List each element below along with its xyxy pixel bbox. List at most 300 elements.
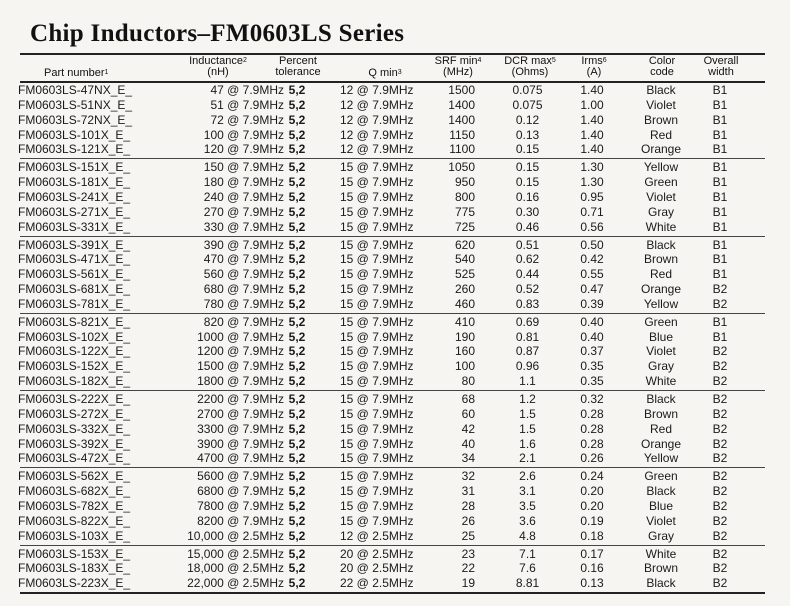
q-min-cell: 12 @ 7.9MHz bbox=[340, 97, 414, 112]
q-min-cell: 12 @ 7.9MHz bbox=[340, 112, 414, 127]
tolerance-cell: 5,2 bbox=[288, 451, 306, 466]
overall-width-cell: B2 bbox=[712, 344, 728, 359]
color-code-cell: Red bbox=[649, 267, 672, 282]
inductance-cell: 820 @ 7.9MHz bbox=[203, 314, 284, 329]
dcr-cell: 7.1 bbox=[519, 546, 536, 561]
group-divider bbox=[20, 545, 765, 546]
inductance-cell: 560 @ 7.9MHz bbox=[203, 267, 284, 282]
header-overall-width bbox=[695, 56, 747, 78]
table-row bbox=[0, 576, 790, 591]
q-min-cell: 15 @ 7.9MHz bbox=[340, 329, 414, 344]
irms-cell: 0.28 bbox=[580, 436, 604, 451]
part-number-cell: FM0603LS-102X_E_ bbox=[18, 329, 131, 344]
srf-cell: 540 bbox=[454, 252, 475, 267]
srf-cell: 800 bbox=[454, 189, 475, 204]
irms-cell: 1.00 bbox=[580, 97, 604, 112]
srf-cell: 31 bbox=[461, 484, 475, 499]
part-number-cell: FM0603LS-391X_E_ bbox=[18, 237, 131, 252]
dcr-cell: 7.6 bbox=[519, 561, 536, 576]
part-number-cell: FM0603LS-562X_E_ bbox=[18, 469, 131, 484]
part-number-cell: FM0603LS-181X_E_ bbox=[18, 175, 131, 190]
tolerance-cell: 5,2 bbox=[288, 436, 306, 451]
inductance-cell: 10,000 @ 2.5MHz bbox=[187, 528, 284, 543]
dcr-cell: 0.69 bbox=[515, 314, 540, 329]
overall-width-cell: B1 bbox=[712, 252, 728, 267]
color-code-cell: Brown bbox=[643, 112, 678, 127]
q-min-cell: 15 @ 7.9MHz bbox=[340, 498, 414, 513]
dcr-cell: 0.83 bbox=[515, 296, 540, 311]
srf-cell: 460 bbox=[454, 296, 475, 311]
color-code-cell: Green bbox=[644, 314, 678, 329]
dcr-cell: 1.2 bbox=[519, 392, 536, 406]
dcr-cell: 0.46 bbox=[515, 219, 540, 234]
irms-cell: 0.40 bbox=[580, 329, 604, 344]
color-code-cell: White bbox=[645, 219, 677, 234]
srf-cell: 32 bbox=[461, 469, 475, 484]
color-code-cell: Black bbox=[646, 392, 676, 406]
color-code-cell: White bbox=[645, 374, 677, 389]
header-tol-l2: tolerance bbox=[275, 66, 321, 78]
inductance-cell: 470 @ 7.9MHz bbox=[203, 252, 284, 267]
header-ind-label: Inductance bbox=[189, 55, 243, 67]
overall-width-cell: B1 bbox=[712, 189, 728, 204]
table-row bbox=[0, 374, 790, 389]
inductance-cell: 240 @ 7.9MHz bbox=[203, 189, 284, 204]
srf-cell: 26 bbox=[461, 513, 475, 528]
overall-width-cell: B1 bbox=[712, 127, 728, 142]
q-min-cell: 15 @ 7.9MHz bbox=[340, 314, 414, 329]
overall-width-cell: B1 bbox=[712, 83, 728, 97]
inductance-cell: 51 @ 7.9MHz bbox=[210, 97, 284, 112]
irms-cell: 0.28 bbox=[580, 406, 604, 421]
overall-width-cell: B2 bbox=[712, 436, 728, 451]
part-number-cell: FM0603LS-821X_E_ bbox=[18, 314, 131, 329]
dcr-cell: 0.81 bbox=[515, 329, 540, 344]
header-irms bbox=[574, 56, 614, 78]
overall-width-cell: B1 bbox=[712, 267, 728, 282]
part-number-cell: FM0603LS-782X_E_ bbox=[18, 498, 131, 513]
tolerance-cell: 5,2 bbox=[288, 219, 306, 234]
inductance-cell: 8200 @ 7.9MHz bbox=[197, 513, 284, 528]
irms-cell: 0.26 bbox=[580, 451, 604, 466]
overall-width-cell: B1 bbox=[712, 219, 728, 234]
dcr-cell: 1.6 bbox=[519, 436, 536, 451]
inductance-cell: 180 @ 7.9MHz bbox=[203, 175, 284, 190]
dcr-cell: 0.075 bbox=[512, 97, 543, 112]
overall-width-cell: B1 bbox=[712, 160, 728, 175]
overall-width-cell: B2 bbox=[712, 374, 728, 389]
header-q-min bbox=[355, 68, 415, 79]
srf-cell: 260 bbox=[454, 282, 475, 297]
header-srf-unit: (MHz) bbox=[443, 66, 473, 78]
irms-cell: 0.71 bbox=[580, 204, 604, 219]
color-code-cell: Yellow bbox=[643, 160, 679, 175]
irms-cell: 0.17 bbox=[580, 546, 604, 561]
tolerance-cell: 5,2 bbox=[288, 237, 306, 252]
color-code-cell: Gray bbox=[647, 528, 674, 543]
q-min-cell: 15 @ 7.9MHz bbox=[340, 513, 414, 528]
overall-width-cell: B2 bbox=[712, 451, 728, 466]
table-row bbox=[0, 238, 790, 253]
table-row bbox=[0, 344, 790, 359]
srf-cell: 25 bbox=[461, 528, 475, 543]
dcr-cell: 0.16 bbox=[515, 189, 540, 204]
q-min-cell: 15 @ 7.9MHz bbox=[340, 204, 414, 219]
table-row bbox=[0, 499, 790, 514]
irms-cell: 0.35 bbox=[580, 359, 604, 374]
inductance-cell: 780 @ 7.9MHz bbox=[203, 296, 284, 311]
srf-cell: 40 bbox=[461, 436, 475, 451]
overall-width-cell: B2 bbox=[712, 469, 728, 484]
table-row bbox=[0, 175, 790, 190]
part-number-cell: FM0603LS-822X_E_ bbox=[18, 513, 131, 528]
color-code-cell: Yellow bbox=[643, 451, 679, 466]
tolerance-cell: 5,2 bbox=[288, 142, 306, 157]
irms-cell: 1.30 bbox=[580, 175, 604, 190]
table-row bbox=[0, 98, 790, 113]
inductance-cell: 1500 @ 7.9MHz bbox=[197, 359, 284, 374]
tolerance-cell: 5,2 bbox=[288, 392, 306, 406]
group-divider bbox=[20, 236, 765, 237]
dcr-cell: 0.30 bbox=[515, 204, 540, 219]
overall-width-cell: B1 bbox=[712, 97, 728, 112]
tolerance-cell: 5,2 bbox=[288, 267, 306, 282]
table-row bbox=[0, 437, 790, 452]
dcr-cell: 0.87 bbox=[515, 344, 540, 359]
irms-cell: 1.30 bbox=[580, 160, 604, 175]
color-code-cell: Violet bbox=[646, 513, 676, 528]
overall-width-cell: B2 bbox=[712, 421, 728, 436]
header-irms-label: Irms bbox=[581, 55, 603, 67]
color-code-cell: Green bbox=[644, 469, 678, 484]
inductance-cell: 3900 @ 7.9MHz bbox=[197, 436, 284, 451]
color-code-cell: Gray bbox=[647, 359, 674, 374]
q-min-cell: 15 @ 7.9MHz bbox=[340, 160, 414, 175]
dcr-cell: 1.5 bbox=[519, 421, 536, 436]
overall-width-cell: B2 bbox=[712, 513, 728, 528]
q-min-cell: 20 @ 2.5MHz bbox=[340, 546, 414, 561]
header-width-l2: width bbox=[708, 66, 734, 78]
irms-cell: 0.47 bbox=[580, 282, 604, 297]
q-min-cell: 12 @ 7.9MHz bbox=[340, 142, 414, 157]
tolerance-cell: 5,2 bbox=[288, 175, 306, 190]
part-number-cell: FM0603LS-72NX_E_ bbox=[18, 112, 133, 127]
part-number-cell: FM0603LS-101X_E_ bbox=[18, 127, 131, 142]
q-min-cell: 15 @ 7.9MHz bbox=[340, 267, 414, 282]
table-row bbox=[0, 330, 790, 345]
group-divider bbox=[20, 390, 765, 391]
overall-width-cell: B2 bbox=[712, 498, 728, 513]
dcr-cell: 0.13 bbox=[515, 127, 540, 142]
q-min-cell: 12 @ 2.5MHz bbox=[340, 528, 414, 543]
q-min-cell: 15 @ 7.9MHz bbox=[340, 175, 414, 190]
table-row bbox=[0, 484, 790, 499]
q-min-cell: 12 @ 7.9MHz bbox=[340, 127, 414, 142]
part-number-cell: FM0603LS-272X_E_ bbox=[18, 406, 131, 421]
table-row bbox=[0, 128, 790, 143]
color-code-cell: Black bbox=[646, 237, 676, 252]
q-min-cell: 15 @ 7.9MHz bbox=[340, 392, 414, 406]
irms-cell: 0.37 bbox=[580, 344, 604, 359]
srf-cell: 22 bbox=[461, 561, 475, 576]
srf-cell: 60 bbox=[461, 406, 475, 421]
color-code-cell: Red bbox=[649, 421, 672, 436]
tolerance-cell: 5,2 bbox=[288, 513, 306, 528]
irms-cell: 1.40 bbox=[580, 83, 604, 97]
overall-width-cell: B1 bbox=[712, 314, 728, 329]
color-code-cell: Blue bbox=[648, 329, 674, 344]
part-number-cell: FM0603LS-153X_E_ bbox=[18, 546, 131, 561]
header-dcr-sup: 5 bbox=[551, 57, 556, 64]
inductance-cell: 47 @ 7.9MHz bbox=[210, 83, 284, 97]
table-row bbox=[0, 529, 790, 544]
irms-cell: 0.39 bbox=[580, 296, 604, 311]
header-srf-label: SRF min bbox=[434, 55, 478, 67]
header-irms-sup: 6 bbox=[602, 57, 607, 64]
dcr-cell: 3.1 bbox=[519, 484, 536, 499]
srf-cell: 19 bbox=[461, 576, 475, 591]
color-code-cell: Orange bbox=[640, 282, 682, 297]
table-row bbox=[0, 359, 790, 374]
irms-cell: 1.40 bbox=[580, 112, 604, 127]
table-row bbox=[0, 267, 790, 282]
part-number-cell: FM0603LS-681X_E_ bbox=[18, 282, 131, 297]
tolerance-cell: 5,2 bbox=[288, 359, 306, 374]
tolerance-cell: 5,2 bbox=[288, 561, 306, 576]
table-row bbox=[0, 220, 790, 235]
inductance-cell: 72 @ 7.9MHz bbox=[210, 112, 284, 127]
page-title: Chip Inductors–FM0603LS Series bbox=[30, 20, 405, 47]
color-code-cell: Gray bbox=[647, 204, 674, 219]
inductance-cell: 330 @ 7.9MHz bbox=[203, 219, 284, 234]
irms-cell: 0.20 bbox=[580, 484, 604, 499]
srf-cell: 190 bbox=[454, 329, 475, 344]
group-divider bbox=[20, 158, 765, 159]
srf-cell: 1400 bbox=[448, 112, 475, 127]
dcr-cell: 1.1 bbox=[519, 374, 536, 389]
srf-cell: 42 bbox=[461, 421, 475, 436]
part-number-cell: FM0603LS-103X_E_ bbox=[18, 528, 131, 543]
overall-width-cell: B1 bbox=[712, 112, 728, 127]
srf-cell: 1500 bbox=[448, 83, 475, 97]
tolerance-cell: 5,2 bbox=[288, 546, 306, 561]
color-code-cell: Brown bbox=[643, 561, 678, 576]
overall-width-cell: B1 bbox=[712, 175, 728, 190]
dcr-cell: 2.1 bbox=[519, 451, 536, 466]
dcr-cell: 1.5 bbox=[519, 406, 536, 421]
q-min-cell: 15 @ 7.9MHz bbox=[340, 189, 414, 204]
dcr-cell: 0.15 bbox=[515, 175, 540, 190]
header-irms-unit: (A) bbox=[586, 66, 602, 78]
color-code-cell: Green bbox=[644, 175, 678, 190]
q-min-cell: 15 @ 7.9MHz bbox=[340, 406, 414, 421]
inductance-cell: 7800 @ 7.9MHz bbox=[197, 498, 284, 513]
color-code-cell: White bbox=[645, 546, 677, 561]
q-min-cell: 15 @ 7.9MHz bbox=[340, 421, 414, 436]
tolerance-cell: 5,2 bbox=[288, 484, 306, 499]
part-number-cell: FM0603LS-331X_E_ bbox=[18, 219, 131, 234]
tolerance-cell: 5,2 bbox=[288, 528, 306, 543]
group-divider bbox=[20, 467, 765, 468]
tolerance-cell: 5,2 bbox=[288, 329, 306, 344]
table-row bbox=[0, 547, 790, 562]
tolerance-cell: 5,2 bbox=[288, 296, 306, 311]
overall-width-cell: B1 bbox=[712, 329, 728, 344]
dcr-cell: 0.15 bbox=[515, 142, 540, 157]
dcr-cell: 0.51 bbox=[515, 237, 540, 252]
irms-cell: 0.35 bbox=[580, 374, 604, 389]
header-color-l1: Color bbox=[648, 55, 676, 67]
tolerance-cell: 5,2 bbox=[288, 576, 306, 591]
tolerance-cell: 5,2 bbox=[288, 374, 306, 389]
inductance-cell: 100 @ 7.9MHz bbox=[203, 127, 284, 142]
tolerance-cell: 5,2 bbox=[288, 189, 306, 204]
irms-cell: 0.50 bbox=[580, 237, 604, 252]
part-number-cell: FM0603LS-152X_E_ bbox=[18, 359, 131, 374]
color-code-cell: Violet bbox=[646, 189, 676, 204]
table-row bbox=[0, 514, 790, 529]
color-code-cell: Brown bbox=[643, 252, 678, 267]
table-row bbox=[0, 469, 790, 484]
q-min-cell: 15 @ 7.9MHz bbox=[340, 252, 414, 267]
tolerance-cell: 5,2 bbox=[288, 469, 306, 484]
srf-cell: 410 bbox=[454, 314, 475, 329]
color-code-cell: Brown bbox=[643, 406, 678, 421]
inductance-cell: 390 @ 7.9MHz bbox=[203, 237, 284, 252]
dcr-cell: 0.15 bbox=[515, 160, 540, 175]
table-header bbox=[0, 56, 790, 80]
irms-cell: 0.19 bbox=[580, 513, 604, 528]
table-row bbox=[0, 190, 790, 205]
tolerance-cell: 5,2 bbox=[288, 112, 306, 127]
part-number-cell: FM0603LS-392X_E_ bbox=[18, 436, 131, 451]
irms-cell: 0.16 bbox=[580, 561, 604, 576]
srf-cell: 725 bbox=[454, 219, 475, 234]
header-ind-sup: 2 bbox=[242, 57, 247, 64]
irms-cell: 0.40 bbox=[580, 314, 604, 329]
irms-cell: 0.24 bbox=[580, 469, 604, 484]
inductance-cell: 1000 @ 7.9MHz bbox=[197, 329, 284, 344]
q-min-cell: 15 @ 7.9MHz bbox=[340, 436, 414, 451]
header-tolerance bbox=[268, 56, 328, 78]
part-number-cell: FM0603LS-122X_E_ bbox=[18, 344, 131, 359]
irms-cell: 0.32 bbox=[580, 392, 604, 406]
table-row bbox=[0, 422, 790, 437]
part-number-cell: FM0603LS-183X_E_ bbox=[18, 561, 131, 576]
color-code-cell: Violet bbox=[646, 344, 676, 359]
srf-cell: 28 bbox=[461, 498, 475, 513]
header-inductance bbox=[168, 56, 268, 78]
table-row bbox=[0, 392, 790, 407]
inductance-cell: 4700 @ 7.9MHz bbox=[197, 451, 284, 466]
overall-width-cell: B2 bbox=[712, 359, 728, 374]
part-number-cell: FM0603LS-472X_E_ bbox=[18, 451, 131, 466]
table-bottom-rule bbox=[20, 592, 765, 594]
srf-cell: 525 bbox=[454, 267, 475, 282]
irms-cell: 0.95 bbox=[580, 189, 604, 204]
srf-cell: 68 bbox=[461, 392, 475, 406]
header-part-number bbox=[44, 68, 134, 79]
tolerance-cell: 5,2 bbox=[288, 160, 306, 175]
tolerance-cell: 5,2 bbox=[288, 314, 306, 329]
inductance-cell: 2700 @ 7.9MHz bbox=[197, 406, 284, 421]
header-dcr-unit: (Ohms) bbox=[511, 66, 549, 78]
srf-cell: 620 bbox=[454, 237, 475, 252]
header-part-label: Part number bbox=[44, 67, 105, 79]
header-srf-sup: 4 bbox=[477, 57, 482, 64]
srf-cell: 1400 bbox=[448, 97, 475, 112]
q-min-cell: 15 @ 7.9MHz bbox=[340, 374, 414, 389]
table-row bbox=[0, 83, 790, 98]
tolerance-cell: 5,2 bbox=[288, 344, 306, 359]
color-code-cell: Blue bbox=[648, 498, 674, 513]
srf-cell: 950 bbox=[454, 175, 475, 190]
tolerance-cell: 5,2 bbox=[288, 406, 306, 421]
part-number-cell: FM0603LS-47NX_E_ bbox=[18, 83, 133, 97]
inductance-cell: 270 @ 7.9MHz bbox=[203, 204, 284, 219]
inductance-cell: 5600 @ 7.9MHz bbox=[197, 469, 284, 484]
color-code-cell: Orange bbox=[640, 142, 682, 157]
tolerance-cell: 5,2 bbox=[288, 282, 306, 297]
srf-cell: 1100 bbox=[449, 142, 475, 157]
header-ind-unit: (nH) bbox=[207, 66, 229, 78]
table-row bbox=[0, 252, 790, 267]
overall-width-cell: B2 bbox=[712, 528, 728, 543]
overall-width-cell: B1 bbox=[712, 204, 728, 219]
header-q-label: Q min bbox=[368, 67, 398, 79]
part-number-cell: FM0603LS-682X_E_ bbox=[18, 484, 131, 499]
dcr-cell: 0.62 bbox=[515, 252, 540, 267]
header-color-l2: code bbox=[650, 66, 674, 78]
irms-cell: 0.55 bbox=[580, 267, 604, 282]
part-number-cell: FM0603LS-241X_E_ bbox=[18, 189, 131, 204]
q-min-cell: 15 @ 7.9MHz bbox=[340, 469, 414, 484]
q-min-cell: 15 @ 7.9MHz bbox=[340, 219, 414, 234]
srf-cell: 23 bbox=[461, 546, 475, 561]
tolerance-cell: 5,2 bbox=[288, 498, 306, 513]
inductance-cell: 680 @ 7.9MHz bbox=[203, 282, 284, 297]
color-code-cell: Black bbox=[646, 484, 676, 499]
q-min-cell: 15 @ 7.9MHz bbox=[340, 344, 414, 359]
part-number-cell: FM0603LS-223X_E_ bbox=[18, 576, 131, 591]
tolerance-cell: 5,2 bbox=[288, 421, 306, 436]
q-min-cell: 15 @ 7.9MHz bbox=[340, 237, 414, 252]
overall-width-cell: B1 bbox=[712, 237, 728, 252]
dcr-cell: 8.81 bbox=[515, 576, 540, 591]
table-row bbox=[0, 113, 790, 128]
irms-cell: 1.40 bbox=[580, 142, 604, 157]
table-row bbox=[0, 142, 790, 157]
part-number-cell: FM0603LS-471X_E_ bbox=[18, 252, 131, 267]
table-row bbox=[0, 561, 790, 576]
dcr-cell: 0.52 bbox=[515, 282, 540, 297]
dcr-cell: 0.44 bbox=[515, 267, 540, 282]
dcr-cell: 3.6 bbox=[519, 513, 536, 528]
dcr-cell: 0.075 bbox=[512, 83, 543, 97]
dcr-cell: 3.5 bbox=[519, 498, 536, 513]
srf-cell: 1050 bbox=[448, 160, 475, 175]
table-row bbox=[0, 282, 790, 297]
inductance-cell: 120 @ 7.9MHz bbox=[203, 142, 284, 157]
header-q-sup: 3 bbox=[397, 69, 402, 76]
dcr-cell: 0.12 bbox=[515, 112, 540, 127]
q-min-cell: 15 @ 7.9MHz bbox=[340, 359, 414, 374]
header-part-sup: 1 bbox=[104, 69, 109, 76]
q-min-cell: 12 @ 7.9MHz bbox=[340, 83, 414, 97]
part-number-cell: FM0603LS-222X_E_ bbox=[18, 392, 131, 406]
inductance-cell: 18,000 @ 2.5MHz bbox=[187, 561, 284, 576]
group-divider bbox=[20, 313, 765, 314]
